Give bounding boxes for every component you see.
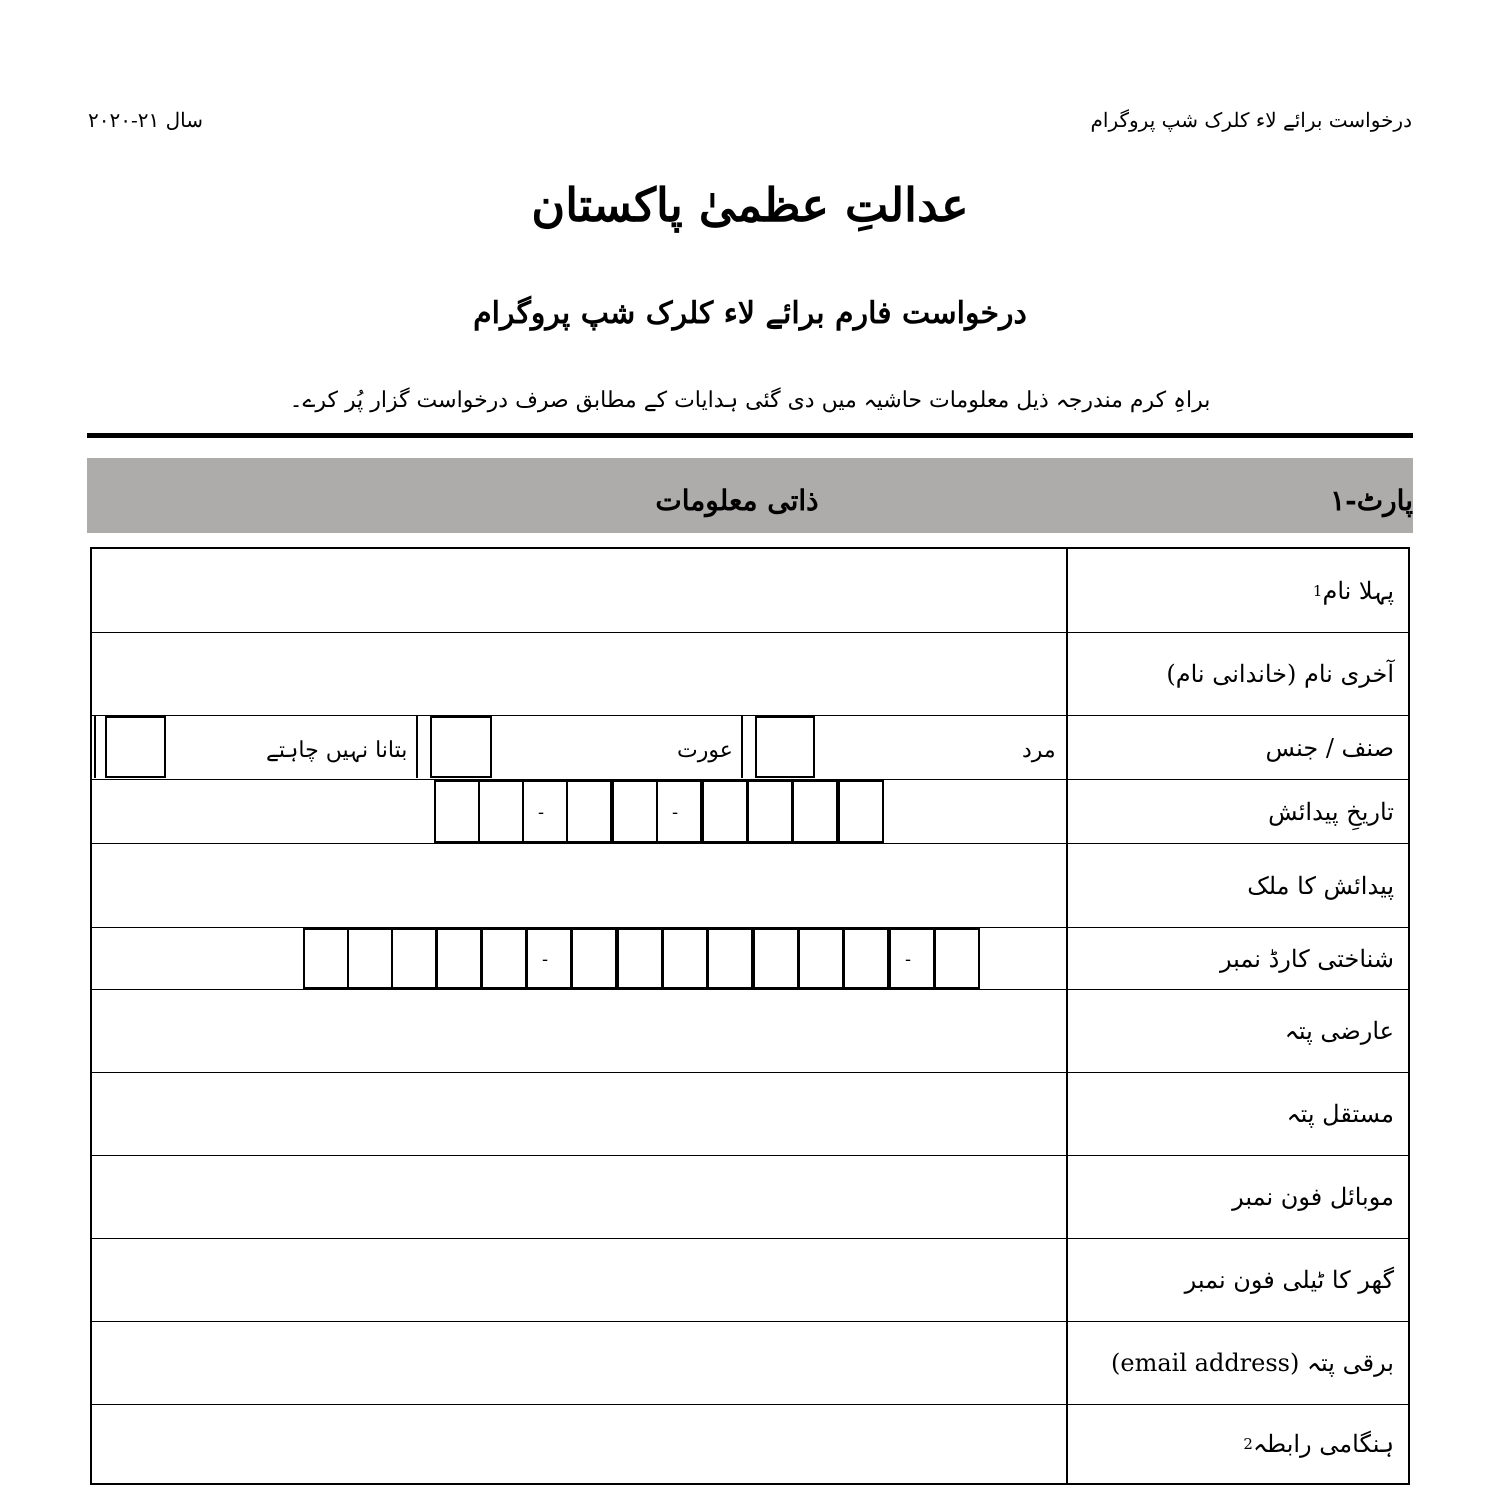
row-mobile [92, 1156, 1408, 1239]
cnic-digit-box[interactable] [753, 928, 799, 989]
dob-digit-box[interactable] [747, 780, 793, 843]
mobile-label-text: موبائل فون نمبر [1232, 1183, 1394, 1211]
footnote-2: 2 [1243, 1435, 1253, 1453]
page-title: عدالتِ عظمیٰ پاکستان [531, 178, 969, 232]
mobile-label [1066, 1156, 1408, 1238]
row-email [92, 1322, 1408, 1405]
gender-label-text: صنف / جنس [1265, 733, 1394, 762]
personal-info-form [90, 547, 1410, 1485]
cnic-label [1066, 928, 1408, 989]
gender-separator [741, 716, 743, 778]
dob-separator-box [656, 780, 702, 843]
last-name-label-text: آخری نام (خاندانی نام) [1166, 660, 1394, 688]
email-input[interactable] [92, 1322, 1066, 1404]
cnic-digit-box[interactable] [303, 928, 349, 989]
row-birth-country [92, 844, 1408, 928]
dob-digit-box[interactable] [566, 780, 612, 843]
dob-dash: - [672, 802, 679, 823]
dob-digit-box[interactable] [792, 780, 838, 843]
gender-female-checkbox[interactable] [430, 716, 492, 778]
row-home-phone [92, 1239, 1408, 1322]
dob-dash: - [538, 802, 545, 823]
section-part-label: پارٹ-۱ [1330, 484, 1413, 517]
cnic-dash: - [542, 949, 549, 970]
row-last-name [92, 633, 1408, 716]
cnic-digit-box[interactable] [436, 928, 482, 989]
row-cnic [92, 928, 1408, 990]
mobile-input[interactable] [92, 1156, 1066, 1238]
last-name-input[interactable] [92, 633, 1066, 715]
birth-country-label [1066, 844, 1408, 927]
cnic-digit-box[interactable] [571, 928, 617, 989]
cnic-input-group [92, 928, 1066, 989]
dob-label [1066, 780, 1408, 843]
emergency-label [1066, 1405, 1408, 1483]
footnote-1: 1 [1312, 581, 1323, 600]
home-phone-label [1066, 1239, 1408, 1321]
dob-label-text: تاریخِ پیدائش [1268, 797, 1394, 826]
dob-digit-box[interactable] [702, 780, 748, 843]
dob-digit-box[interactable] [838, 780, 884, 843]
last-name-label [1066, 633, 1408, 715]
section-title: ذاتی معلومات [655, 484, 819, 517]
row-gender [92, 716, 1408, 780]
home-phone-input[interactable] [92, 1239, 1066, 1321]
section-header [87, 458, 1413, 533]
home-phone-label-text: گھر کا ٹیلی فون نمبر [1184, 1266, 1394, 1294]
gender-option-female-label: عورت [677, 738, 733, 763]
gender-option-undisclosed-label: بتانا نہیں چاہتے [266, 738, 408, 763]
dob-input-group [92, 780, 1066, 843]
gender-label [1066, 716, 1408, 779]
row-first-name [92, 549, 1408, 633]
first-name-input[interactable] [92, 549, 1066, 632]
dob-digit-box[interactable] [434, 780, 480, 843]
row-temp-address [92, 990, 1408, 1073]
header-year: سال ۲۱-۲۰۲۰ [88, 108, 203, 132]
cnic-separator-box [526, 928, 572, 989]
instructions: براہِ کرم مندرجہ ذیل معلومات حاشیہ میں دی گئی ہدایات کے مطابق صرف درخواست گزار پُر کرے۔ [289, 388, 1211, 413]
cnic-digit-box[interactable] [481, 928, 527, 989]
cnic-digit-box[interactable] [798, 928, 844, 989]
cnic-digit-box[interactable] [391, 928, 437, 989]
row-emergency [92, 1405, 1408, 1483]
gender-male-checkbox[interactable] [755, 716, 815, 778]
temp-address-label-text: عارضی پتہ [1284, 1017, 1394, 1045]
cnic-digit-box[interactable] [934, 928, 980, 989]
gender-option-male-label: مرد [1022, 738, 1056, 763]
row-perm-address [92, 1073, 1408, 1156]
cnic-digit-box[interactable] [662, 928, 708, 989]
perm-address-label-text: مستقل پتہ [1286, 1100, 1394, 1128]
dob-separator-box [522, 780, 568, 843]
cnic-digit-box[interactable] [617, 928, 663, 989]
cnic-separator-box [889, 928, 935, 989]
dob-digit-box[interactable] [478, 780, 524, 843]
dob-digit-box[interactable] [612, 780, 658, 843]
cnic-dash: - [905, 949, 912, 970]
gender-separator [94, 716, 96, 778]
divider [87, 433, 1413, 438]
temp-address-label [1066, 990, 1408, 1072]
gender-separator [416, 716, 418, 778]
emergency-label-text: ہنگامی رابطہ [1252, 1430, 1394, 1458]
perm-address-input[interactable] [92, 1073, 1066, 1155]
emergency-input[interactable] [92, 1405, 1066, 1483]
birth-country-label-text: پیدائش کا ملک [1247, 871, 1394, 900]
gender-undisclosed-checkbox[interactable] [105, 716, 166, 778]
page-subtitle: درخواست فارم برائے لاء کلرک شپ پروگرام [473, 296, 1027, 331]
cnic-digit-box[interactable] [843, 928, 889, 989]
first-name-label [1066, 549, 1408, 632]
row-dob [92, 780, 1408, 844]
cnic-digit-box[interactable] [347, 928, 393, 989]
temp-address-input[interactable] [92, 990, 1066, 1072]
cnic-digit-box[interactable] [707, 928, 753, 989]
perm-address-label [1066, 1073, 1408, 1155]
email-label-text: برقی پتہ (email address) [1111, 1349, 1394, 1377]
birth-country-input[interactable] [92, 844, 1066, 927]
cnic-label-text: شناختی کارڈ نمبر [1219, 944, 1394, 973]
header-form-name: درخواست برائے لاء کلرک شپ پروگرام [1090, 108, 1412, 132]
first-name-label-text: پہلا نام [1322, 576, 1394, 605]
email-label [1066, 1322, 1408, 1404]
gender-options [92, 716, 1066, 779]
